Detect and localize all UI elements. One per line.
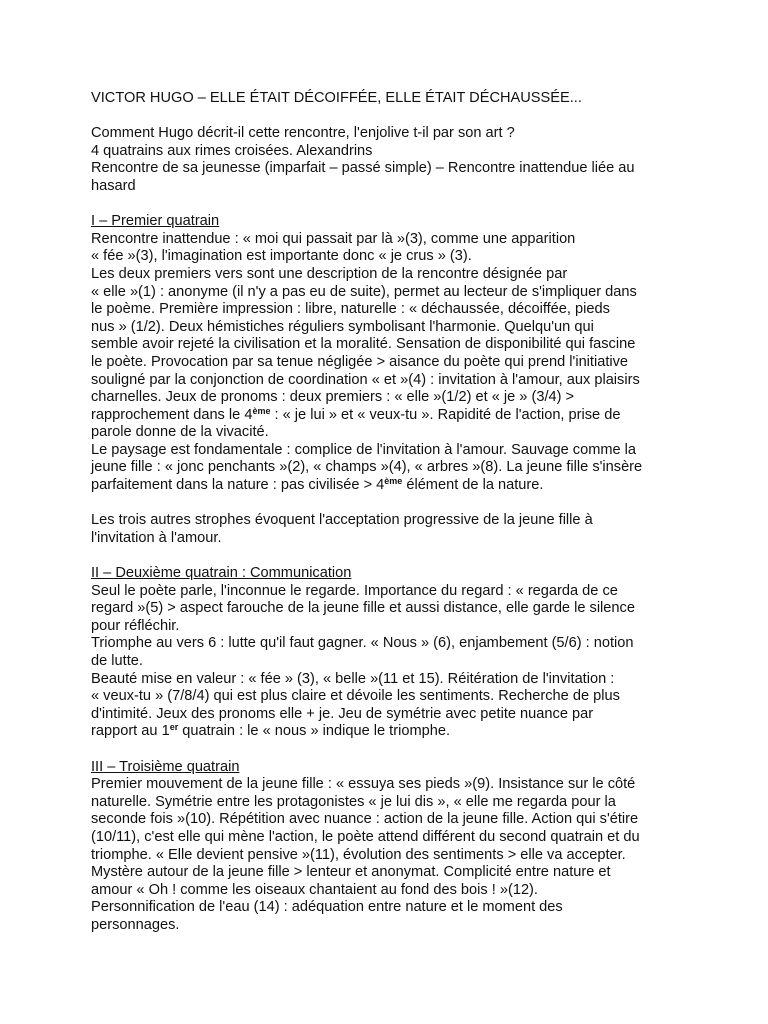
- paragraph-line: amour « Oh ! comme les oiseaux chantaient au fond des bois ! »(12).: [91, 881, 538, 898]
- paragraph-line: Les trois autres strophes évoquent l'acceptation progressive de la jeune fille à: [91, 512, 593, 529]
- spacer: [91, 495, 728, 513]
- section-deuxieme-quatrain: [91, 565, 728, 741]
- paragraph-line: le poète. Provocation par sa tenue négligée > aisance du poète qui prend l'initiative: [91, 353, 629, 370]
- text-run: quatrain : le « nous » indique le triomphe.: [178, 723, 450, 740]
- paragraph-line: Triomphe au vers 6 : lutte qu'il faut gagner. « Nous » (6), enjambement (5/6) : notion: [91, 635, 634, 652]
- paragraph-line: Personnification de l'eau (14) : adéquation entre nature et le moment des: [91, 899, 563, 916]
- paragraph-line: jeune fille : « jonc penchants »(2), « champs »(4), « arbres »(8). La jeune fille s'insère: [91, 459, 643, 476]
- intro-line: hasard: [91, 177, 136, 194]
- paragraph-line: naturelle. Symétrie entre les protagonistes « je lui dis », « elle me regarda pour la: [91, 793, 616, 810]
- paragraph-line: triomphe. « Elle devient pensive »(11), évolution des sentiments > elle va accepter.: [91, 846, 626, 863]
- paragraph-line: Le paysage est fondamentale : complice de l'invitation à l'amour. Sauvage comme la: [91, 441, 637, 458]
- text-run: : « je lui » et « veux-tu ». Rapidité de l'action, prise de: [270, 406, 621, 423]
- paragraph-line: de lutte.: [91, 653, 143, 669]
- paragraph-line: Beauté mise en valeur : « fée » (3), « belle »(11 et 15). Réitération de l'invitation :: [91, 670, 615, 687]
- paragraph-line: seconde fois »(10). Répétition avec nuance : action de la jeune fille. Action qui s'étire: [91, 811, 639, 828]
- document-title: VICTOR HUGO – ELLE ÉTAIT DÉCOIFFÉE, ELLE ÉTAIT DÉCHAUSSÉE...: [91, 90, 582, 106]
- section-heading: I – Premier quatrain: [91, 213, 220, 230]
- paragraph-line: souligné par la conjonction de coordination « et »(4) : invitation à l'amour, aux plaisirs: [91, 371, 640, 388]
- section-heading: II – Deuxième quatrain : Communication: [91, 565, 352, 582]
- paragraph-line: semble avoir rejeté la civilisation et la moralité. Sensation de disponibilité qui fascine: [91, 336, 636, 353]
- paragraph-line: Mystère autour de la jeune fille > lenteur et anonymat. Complicité entre nature et: [91, 864, 611, 881]
- transition-block: [91, 512, 728, 547]
- section-premier-quatrain: [91, 213, 728, 495]
- spacer: [91, 547, 728, 565]
- section-troisieme-quatrain: [91, 759, 728, 935]
- text-run: rapport au 1: [91, 723, 170, 740]
- intro-line: 4 quatrains aux rimes croisées. Alexandrins: [91, 142, 373, 159]
- paragraph-line: parole donne de la vivacité.: [91, 424, 269, 441]
- paragraph-line: Premier mouvement de la jeune fille : « essuya ses pieds »(9). Insistance sur le côté: [91, 776, 636, 793]
- paragraph-line: « elle »(1) : anonyme (il n'y a pas eu de suite), permet au lecteur de s'impliquer dans: [91, 283, 637, 300]
- paragraph-line: le poème. Première impression : libre, naturelle : « déchaussée, décoiffée, pieds: [91, 301, 610, 318]
- paragraph-line: personnages.: [91, 916, 180, 933]
- intro-line: Rencontre de sa jeunesse (imparfait – passé simple) – Rencontre inattendue liée au: [91, 160, 635, 177]
- paragraph-line: nus » (1/2). Deux hémistiches réguliers symbolisant l'harmonie. Quelqu'un qui: [91, 318, 594, 335]
- intro-line: Comment Hugo décrit-il cette rencontre, l'enjolive t-il par son art ?: [91, 125, 515, 142]
- superscript: ème: [384, 476, 403, 487]
- paragraph-line: d'intimité. Jeux des pronoms elle + je. Jeu de symétrie avec petite nuance par: [91, 705, 594, 722]
- paragraph-line: (10/11), c'est elle qui mène l'action, le poète attend différent du second quatrain et du: [91, 828, 640, 845]
- paragraph-line: [91, 477, 728, 495]
- paragraph-line: Rencontre inattendue : « moi qui passait par là »(3), comme une apparition: [91, 230, 576, 247]
- section-heading: III – Troisième quatrain: [91, 758, 240, 775]
- paragraph-line: [91, 407, 728, 425]
- intro-block: [91, 125, 728, 195]
- text-run: élément de la nature.: [402, 477, 544, 494]
- paragraph-line: [91, 723, 728, 741]
- paragraph-line: charnelles. Jeux de pronoms : deux premiers : « elle »(1/2) et « je » (3/4) >: [91, 389, 575, 406]
- paragraph-line: « veux-tu » (7/8/4) qui est plus claire et dévoile les sentiments. Recherche de plus: [91, 688, 620, 705]
- spacer: [91, 108, 728, 126]
- paragraph-line: pour réfléchir.: [91, 617, 180, 634]
- paragraph-line: « fée »(3), l'imagination est importante donc « je crus » (3).: [91, 248, 472, 265]
- paragraph-line: l'invitation à l'amour.: [91, 529, 222, 546]
- paragraph-line: Les deux premiers vers sont une description de la rencontre désignée par: [91, 265, 568, 282]
- spacer: [91, 741, 728, 759]
- paragraph-line: regard »(5) > aspect farouche de la jeune fille et aussi distance, elle garde le silence: [91, 600, 635, 617]
- text-run: parfaitement dans la nature : pas civilisée > 4: [91, 477, 385, 494]
- superscript: er: [169, 722, 179, 733]
- text-run: rapprochement dans le 4: [91, 406, 253, 423]
- paragraph-line: Seul le poète parle, l'inconnue le regarde. Importance du regard : « regarda de ce: [91, 582, 618, 599]
- superscript: ème: [252, 405, 271, 416]
- spacer: [91, 196, 728, 214]
